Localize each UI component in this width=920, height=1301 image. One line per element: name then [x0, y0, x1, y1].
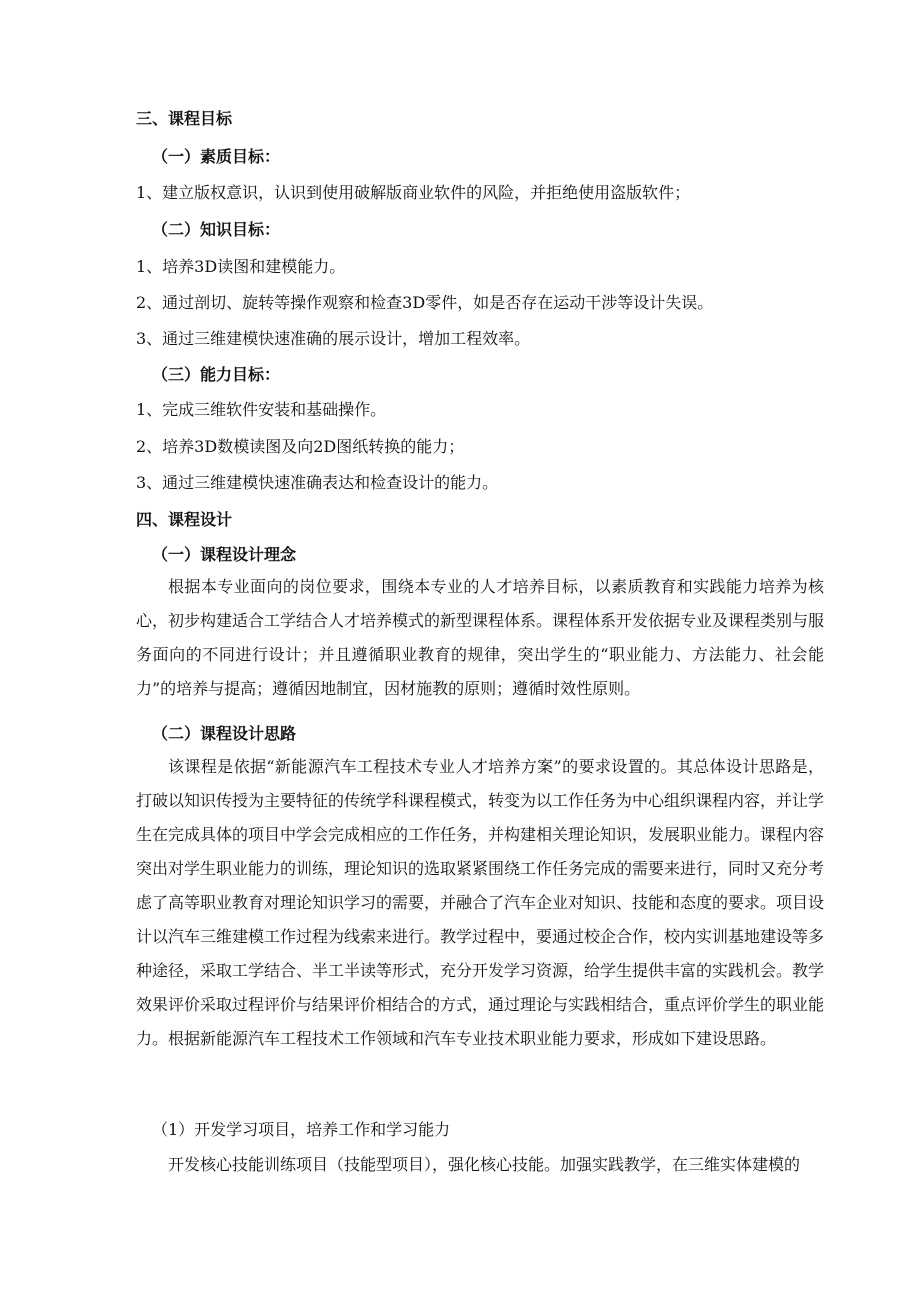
knowledge-goal-item: 1、培养3D读图和建模能力。: [136, 257, 346, 276]
section-4-title: 四、课程设计: [136, 510, 233, 529]
knowledge-goals-title: （二）知识目标：: [152, 220, 281, 239]
ability-goals-title: （三）能力目标：: [152, 365, 281, 384]
ability-goal-item: 3、通过三维建模快速准确表达和检查设计的能力。: [136, 473, 499, 492]
point-1-title: （1）开发学习项目，培养工作和学习能力: [152, 1120, 451, 1139]
design-concept-paragraph: 根据本专业面向的岗位要求，围绕本专业的人才培养目标，以素质教育和实践能力培养为核心，初步构建适合工学结合人才培养模式的新型课程体系。课程体系开发依据专业及课程类别与服务面向的不同进行设计；并且遵循职业教育的规律，突出学生的“职业能力、方法能力、社会能力”的培养与提高；遵循因地制宜，因材施教的原则；遵循时效性原则。: [136, 577, 825, 698]
quality-goals-title: （一）素质目标：: [152, 147, 281, 166]
quality-goal-item: 1、建立版权意识，认识到使用破解版商业软件的风险，并拒绝使用盗版软件；: [136, 183, 691, 202]
knowledge-goal-item: 2、通过剖切、旋转等操作观察和检查3D零件，如是否存在运动干涉等设计失误。: [136, 293, 714, 312]
ability-goal-item: 2、培养3D数模读图及向2D图纸转换的能力；: [136, 437, 465, 456]
point-1-paragraph: 开发核心技能训练项目（技能型项目），强化核心技能。加强实践教学，在三维实体建模的: [168, 1155, 801, 1174]
section-3-title: 三、课程目标: [136, 109, 233, 128]
design-approach-paragraph: 该课程是依据“新能源汽车工程技术专业人才培养方案”的要求设置的。其总体设计思路是，打破以知识传授为主要特征的传统学科课程模式，转变为以工作任务为中心组织课程内容，并让学生在完成具体的项目中学会完成相应的工作任务，并构建相关理论知识，发展职业能力。课程内容突出对学生职业能力的训练，理论知识的选取紧紧围绕工作任务完成的需要来进行，同时又充分考虑了高等职业教育对理论知识学习的需要，并融合了汽车企业对知识、技能和态度的要求。项目设计以汽车三维建模工作过程为线索来进行。教学过程中，要通过校企合作，校内实训基地建设等多种途径，采取工学结合、半工半读等形式，充分开发学习资源，给学生提供丰富的实践机会。教学效果评价采取过程评价与结果评价相结合的方式，通过理论与实践相结合，重点评价学生的职业能力。根据新能源汽车工程技术工作领域和汽车专业技术职业能力要求，形成如下建设思路。: [136, 757, 825, 1048]
design-approach-title: （二）课程设计思路: [152, 724, 297, 743]
design-concept-title: （一）课程设计理念: [152, 545, 297, 564]
knowledge-goal-item: 3、通过三维建模快速准确的展示设计，增加工程效率。: [136, 329, 531, 348]
ability-goal-item: 1、完成三维软件安装和基础操作。: [136, 400, 387, 419]
